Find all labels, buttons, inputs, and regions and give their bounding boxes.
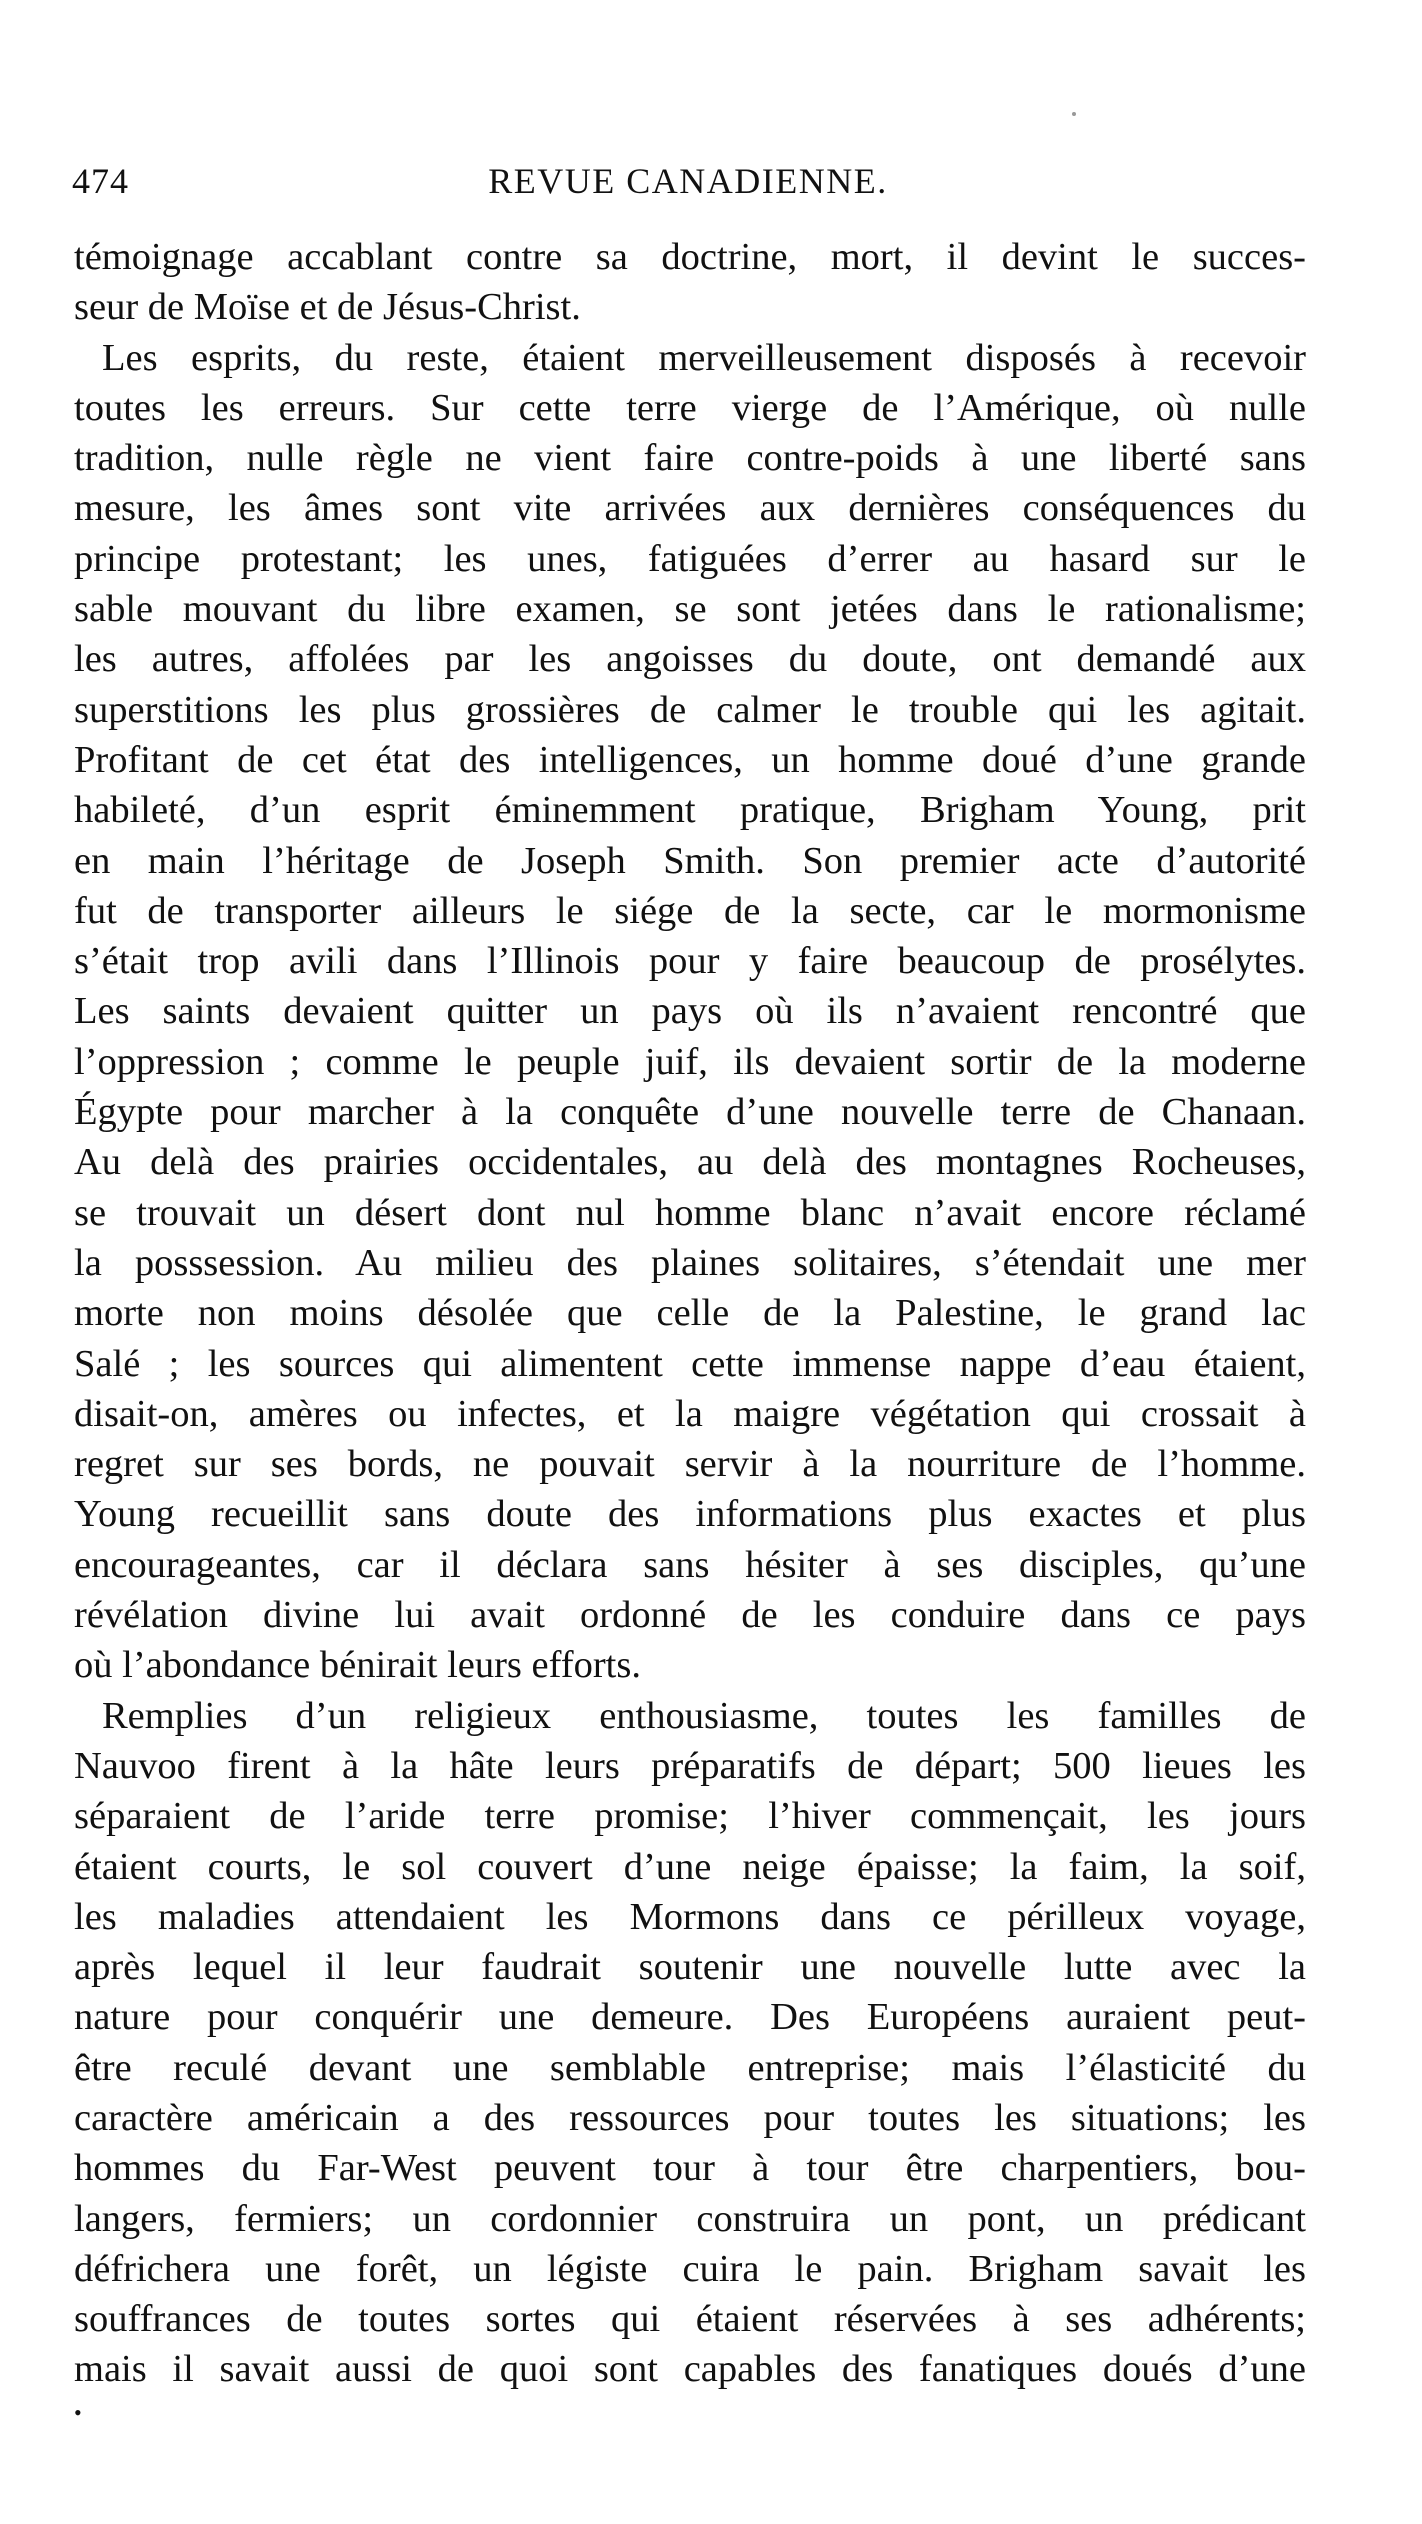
text-line: défrichera une forêt, un légiste cuira le pain. Brigham savait les [74,2247,1306,2290]
text-line: tradition, nulle règle ne vient faire contre-poids à une liberté sans [74,437,1306,480]
text-line: après lequel il leur faudrait soutenir une nouvelle lutte avec la [74,1946,1306,1989]
text-line: caractère américain a des ressources pour toutes les situations; les [74,2096,1306,2139]
text-line: Les saints devaient quitter un pays où ils n’avaient rencontré que [74,990,1306,1033]
body-text [74,232,1306,2395]
text-line: fut de transporter ailleurs le siége de la secte, car le mormonisme [74,889,1306,932]
text-line: Les esprits, du reste, étaient merveilleusement disposés à recevoir [102,336,1306,379]
page-number: 474 [72,161,129,201]
text-line: les autres, affolées par les angoisses du doute, ont demandé aux [74,638,1306,681]
text-line: séparaient de l’aride terre promise; l’hiver commençait, les jours [74,1795,1306,1838]
text-line: être reculé devant une semblable entreprise; mais l’élasticité du [74,2046,1306,2089]
text-line: l’oppression ; comme le peuple juif, ils devaient sortir de la moderne [74,1040,1306,1083]
text-line: regret sur ses bords, ne pouvait servir à la nourriture de l’homme. [74,1443,1306,1486]
text-line: s’était trop avili dans l’Illinois pour y faire beaucoup de prosélytes. [74,940,1306,983]
text-line: hommes du Far-West peuvent tour à tour être charpentiers, bou- [74,2147,1306,2190]
text-line: Nauvoo firent à la hâte leurs préparatifs de départ; 500 lieues les [74,1744,1306,1787]
text-line: seur de Moïse et de Jésus-Christ. [74,286,581,329]
text-line: Égypte pour marcher à la conquête d’une nouvelle terre de Chanaan. [74,1091,1306,1134]
text-line: Au delà des prairies occidentales, au delà des montagnes Rocheuses, [74,1141,1306,1184]
text-line: où l’abondance bénirait leurs efforts. [74,1644,641,1687]
ink-speck [1072,112,1076,116]
text-line: morte non moins désolée que celle de la Palestine, le grand lac [74,1292,1306,1335]
page-header [72,160,1304,220]
stray-ink-mark: • [74,2400,82,2425]
text-line: nature pour conquérir une demeure. Des Européens auraient peut- [74,1996,1306,2039]
text-line: les maladies attendaient les Mormons dans ce périlleux voyage, [74,1895,1306,1938]
text-line: toutes les erreurs. Sur cette terre vierge de l’Amérique, où nulle [74,386,1306,429]
text-line: se trouvait un désert dont nul homme blanc n’avait encore réclamé [74,1191,1306,1234]
text-line: langers, fermiers; un cordonnier construira un pont, un prédicant [74,2197,1306,2240]
text-line: étaient courts, le sol couvert d’une neige épaisse; la faim, la soif, [74,1845,1306,1888]
text-line: Young recueillit sans doute des informations plus exactes et plus [74,1493,1306,1536]
text-line: mais il savait aussi de quoi sont capables des fanatiques doués d’une [74,2348,1306,2391]
text-line: la posssession. Au milieu des plaines solitaires, s’étendait une mer [74,1241,1306,1284]
running-title: REVUE CANADIENNE. [488,161,888,201]
text-line: habileté, d’un esprit éminemment pratique, Brigham Young, prit [74,789,1306,832]
text-line: principe protestant; les unes, fatiguées d’errer au hasard sur le [74,537,1306,580]
text-line: encourageantes, car il déclara sans hésiter à ses disciples, qu’une [74,1543,1306,1586]
text-line: en main l’héritage de Joseph Smith. Son premier acte d’autorité [74,839,1306,882]
text-line: mesure, les âmes sont vite arrivées aux dernières conséquences du [74,487,1306,530]
text-line: superstitions les plus grossières de calmer le trouble qui les agitait. [74,688,1306,731]
text-line: témoignage accablant contre sa doctrine, mort, il devint le succes- [74,236,1306,278]
text-line: Remplies d’un religieux enthousiasme, toutes les familles de [102,1694,1306,1737]
text-line: disait-on, amères ou infectes, et la maigre végétation qui crossait à [74,1392,1306,1435]
text-line: sable mouvant du libre examen, se sont jetées dans le rationalisme; [74,588,1306,631]
text-line: Profitant de cet état des intelligences, un homme doué d’une grande [74,738,1306,781]
text-line: révélation divine lui avait ordonné de les conduire dans ce pays [74,1594,1306,1637]
text-line: Salé ; les sources qui alimentent cette immense nappe d’eau étaient, [74,1342,1306,1385]
text-line: souffrances de toutes sortes qui étaient réservées à ses adhérents; [74,2298,1306,2341]
